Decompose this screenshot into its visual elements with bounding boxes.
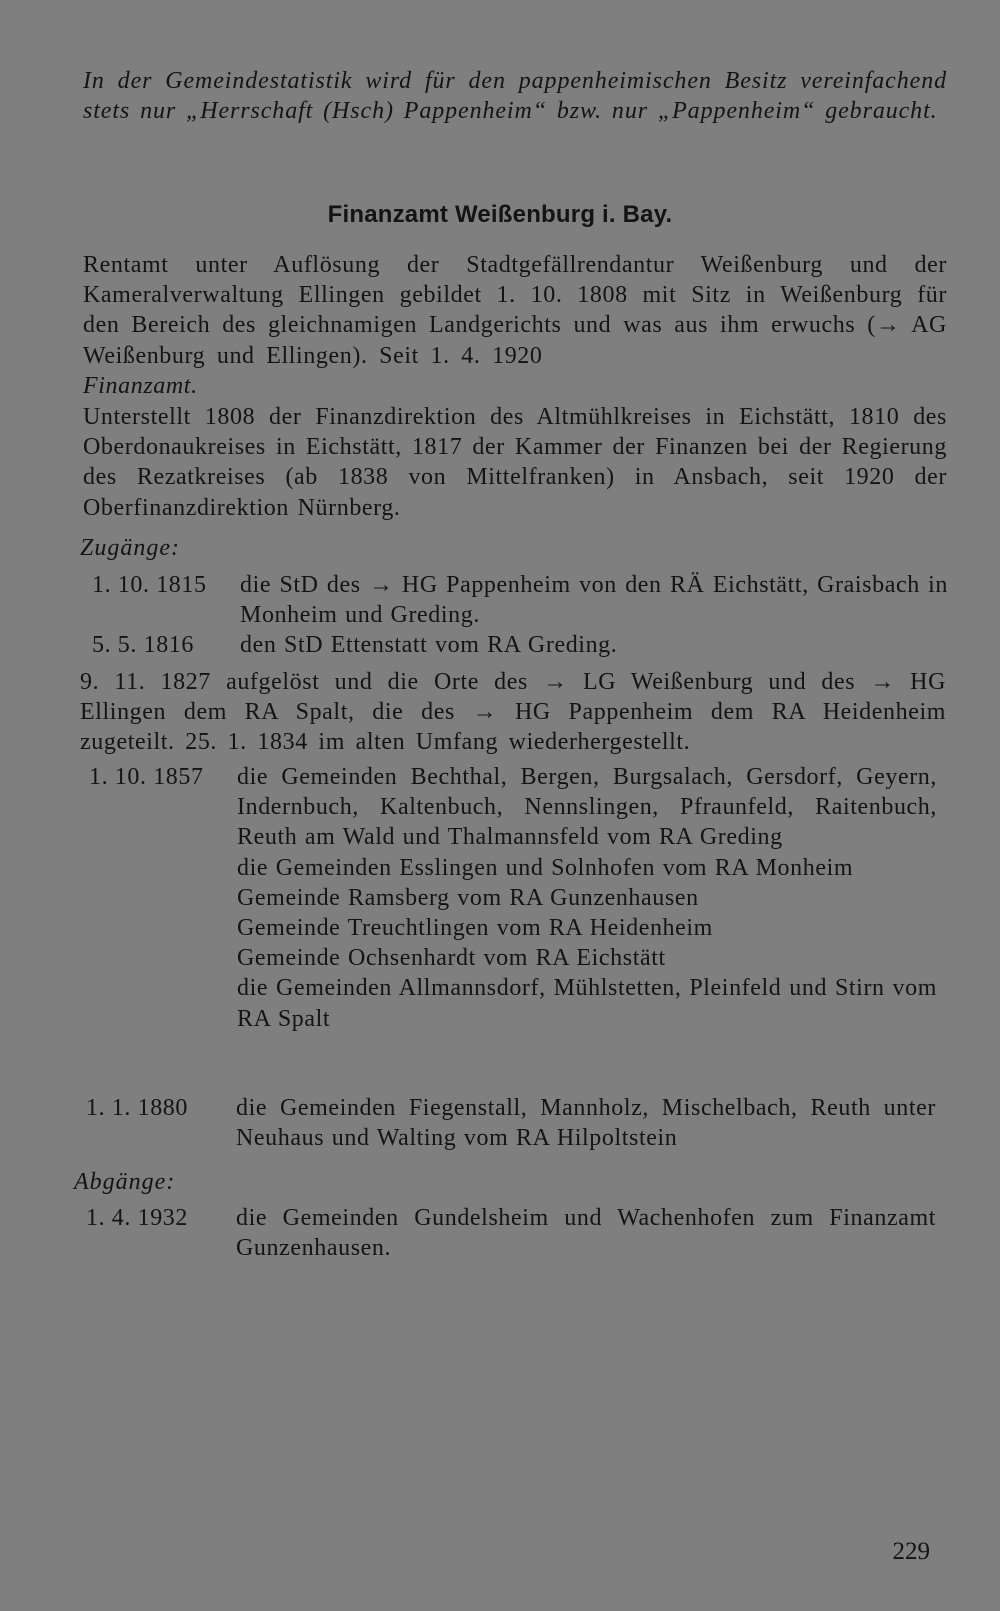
- entry-subline: die Gemeinden Bechthal, Bergen, Burgsalach, Gersdorf, Geyern, Indernbuch, Kaltenbuch, Nennslingen, Pfraunfeld, Raitenbuch, Reuth am Wald und Thalmannsfeld vom RA Greding: [237, 764, 937, 851]
- paragraph-history-italic: Finanzamt.: [83, 372, 198, 399]
- entry-text: die StD des → HG Pappenheim von den RÄ Eichstätt, Graisbach in Monheim und Greding.: [240, 572, 948, 629]
- entry-text: die Gemeinden Gundelsheim und Wachenhofen zum Finanzamt Gunzenhausen.: [236, 1205, 936, 1262]
- paragraph-history-text: Rentamt unter Auflösung der Stadtgefällrendantur Weißenburg und der Kameralverwaltung Ellingen gebildet 1. 10. 1808 mit Sitz in Weißenburg für den Bereich des gleichnamigen Landgerichts und was aus ihm erwuchs (→ AG Weißenburg und Ellingen). Seit 1. 4. 1920: [83, 252, 947, 369]
- entry-subline: die Gemeinden Allmannsdorf, Mühlstetten, Pleinfeld und Stirn vom RA Spalt: [237, 975, 937, 1032]
- entry-text: die Gemeinden Fiegenstall, Mannholz, Mischelbach, Reuth unter Neuhaus und Walting vom RA Hilpoltstein: [236, 1095, 936, 1152]
- section-heading: Finanzamt Weißenburg i. Bay.: [327, 201, 673, 228]
- intro-note: In der Gemeindestatistik wird für den pappenheimischen Besitz vereinfachend stets nur „Herrschaft (Hsch) Pappenheim“ bzw. nur „Pappenheim“ gebraucht.: [83, 68, 947, 125]
- abgaenge-label: Abgänge:: [74, 1169, 176, 1195]
- entry-text-block: [237, 762, 937, 1034]
- paragraph-history: [83, 250, 947, 401]
- entry-subline: Gemeinde Ochsenhardt vom RA Eichstätt: [237, 945, 666, 972]
- paragraph-dissolution: 9. 11. 1827 aufgelöst und die Orte des → LG Weißenburg und des → HG Ellingen dem RA Spalt, die des → HG Pappenheim dem RA Heidenheim zugeteilt. 25. 1. 1834 im alten Umfang wiederhergestellt.: [80, 669, 946, 756]
- entry-date: 1. 1. 1880: [86, 1095, 188, 1121]
- entry-date: 1. 10. 1857: [89, 764, 204, 790]
- paragraph-subordination: Unterstellt 1808 der Finanzdirektion des Altmühlkreises in Eichstätt, 1810 des Oberdonaukreises in Eichstätt, 1817 der Kammer der Finanzen bei der Regierung des Rezatkreises (ab 1838 von Mittelfranken) in Ansbach, seit 1920 der Oberfinanzdirektion Nürnberg.: [83, 404, 947, 521]
- entry-subline: die Gemeinden Esslingen und Solnhofen vom RA Monheim: [237, 854, 854, 881]
- entry-date: 1. 10. 1815: [92, 572, 207, 598]
- entry-subline: Gemeinde Ramsberg vom RA Gunzenhausen: [237, 884, 699, 911]
- entry-date: 5. 5. 1816: [92, 632, 194, 658]
- page-number: 229: [892, 1538, 930, 1565]
- entry-date: 1. 4. 1932: [86, 1205, 188, 1231]
- entry-text: den StD Ettenstatt vom RA Greding.: [240, 632, 618, 658]
- zugaenge-label: Zugänge:: [80, 535, 180, 561]
- entry-subline: Gemeinde Treuchtlingen vom RA Heidenheim: [237, 915, 713, 942]
